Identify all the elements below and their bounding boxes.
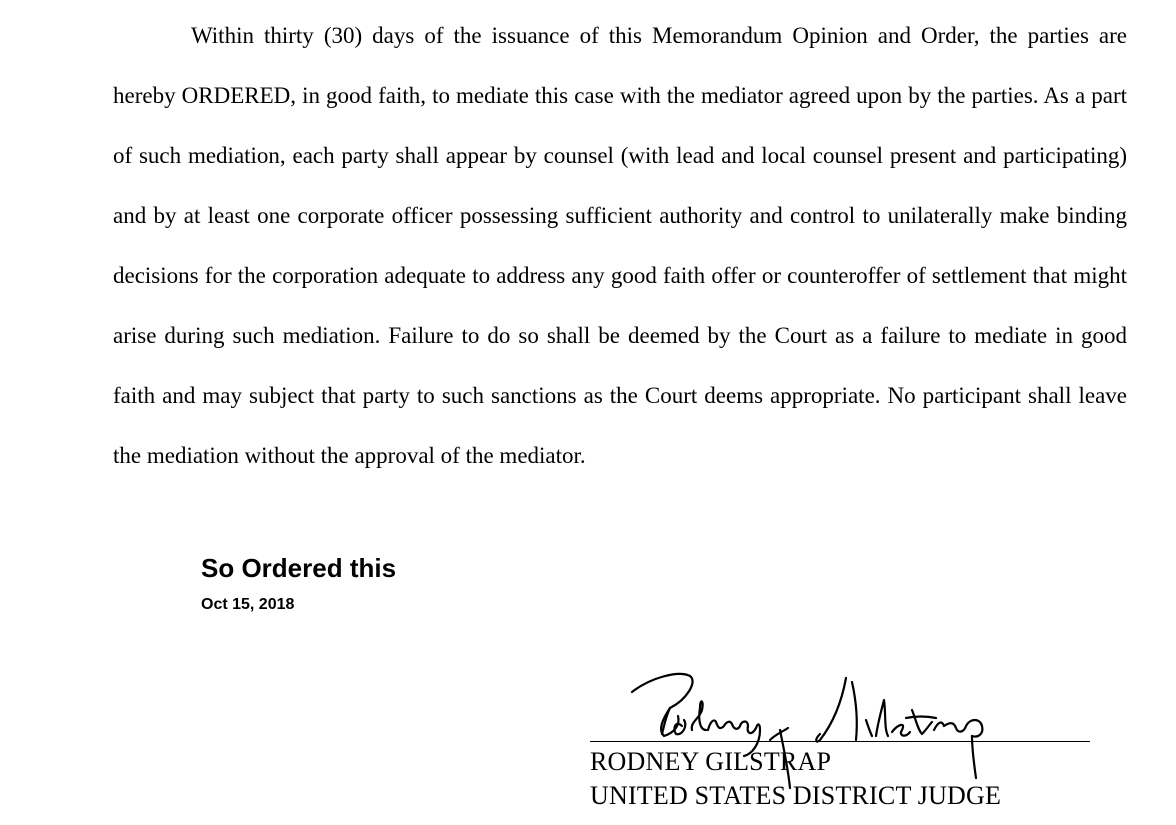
so-ordered-heading: So Ordered this (201, 553, 397, 583)
mediation-order-paragraph: Within thirty (30) days of the issuance of this Memorandum Opinion and Order, the parties are hereby ORDERED, in good faith, to mediate this case with the mediator agreed upon by the parties. As a part of such mediation, each party shall appear by counsel (with lead and local counsel present and participating) and by at least one corporate officer possessing sufficient authority and control to unilaterally make binding decisions for the corporation adequate to address any good faith offer or counteroffer of settlement that might arise during such mediation. Failure to do so shall be deemed by the Court as a failure to mediate in good faith and may subject that party to such sanctions as the Court deems appropriate. No participant shall leave the mediation without the approval of the mediator. (113, 23, 1127, 468)
judge-name: RODNEY GILSTRAP (590, 747, 832, 776)
judge-title: UNITED STATES DISTRICT JUDGE (590, 781, 1002, 810)
order-date: Oct 15, 2018 (201, 596, 295, 613)
handwritten-signature (620, 660, 1020, 790)
